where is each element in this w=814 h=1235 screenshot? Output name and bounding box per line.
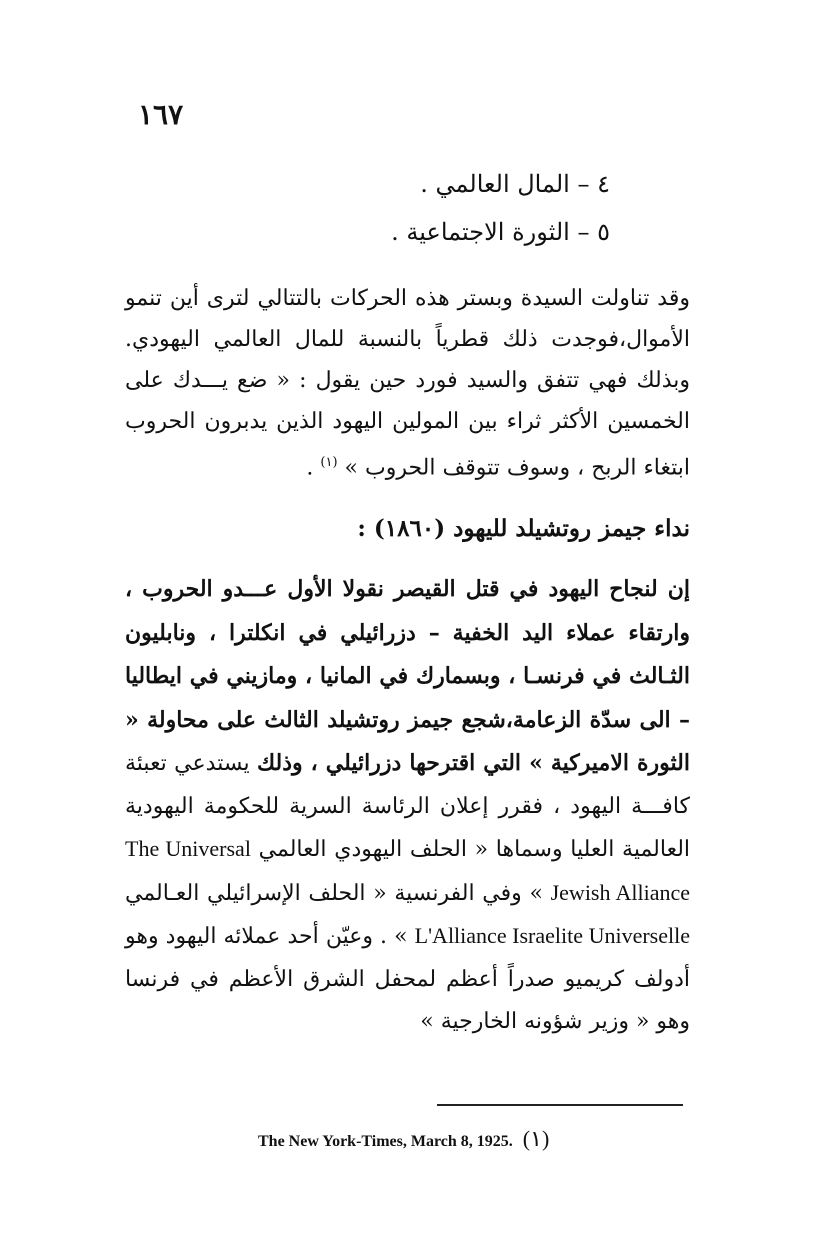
quote-regular-part-3: » . وعيّن أحد عملائه اليهود وهو أدولف كريميو صدراً أعظم لمحفل الشرق الأعظم في فرنسا وهو « وزير شؤونه الخارجية »	[125, 924, 690, 1035]
quote-latin-name-french: L'Alliance Israelite Universelle	[414, 923, 691, 949]
list-item-4: ٤ – المال العالمي .	[420, 170, 610, 198]
rothschild-quote	[125, 568, 690, 1044]
footnote-reference: (١)	[320, 455, 338, 470]
footnote-divider	[437, 1104, 683, 1106]
quote-regular-part-2: » وفي الفرنسية « الحلف الإسرائيلي العـالمي	[125, 880, 551, 906]
footnote	[258, 1126, 678, 1152]
page-number: ١٦٧	[138, 98, 184, 131]
quote-bold-part: إن لنجاح اليهود في قتل القيصر نقولا الأول عـــدو الحروب ، وارتقاء عملاء اليد الخفية – دزرائيلي في انكلترا ، ونابليون الثـالث في فرنسـا ، وبسمارك في المانيا ، ومازيني في ايطاليا – الى سدّة الزعامة،شجع جيمز روتشيلد الثالث على محاولة « الثورة الاميركية » التي اقترحها دزرائيلي ، وذلك	[125, 576, 690, 777]
quote-regular-part-1: يستدعي تعبئة كافـــة اليهود ، فقرر إعلان الرئاسة السرية للحكومة اليهودية العالمية العليا وسماها « الحلف اليهودي العالمي	[125, 751, 691, 863]
page-body	[125, 160, 690, 1044]
intro-paragraph	[125, 278, 690, 488]
footnote-text: The New York-Times, March 8, 1925.	[258, 1133, 513, 1150]
quote-latin-name-english: The Universal Jewish Alliance	[125, 836, 690, 905]
footnote-number: (١)	[522, 1126, 550, 1151]
intro-paragraph-text: وقد تناولت السيدة وبستر هذه الحركات بالتتالي لترى أين تنمو الأموال،فوجدت ذلك قطرياً بالنسبة للمال العالمي اليهودي. وبذلك فهي تتفق والسيد فورد حين يقول : « ضع يـــدك على الخمسين الأكثر ثراء بين المولين اليهود الذين يدبرون الحروب ابتغاء الربح ، وسوف تتوقف الحروب »	[125, 286, 690, 481]
section-heading: نداء جيمز روتشيلد لليهود (١٨٦٠) :	[357, 515, 690, 543]
intro-paragraph-ending: .	[306, 455, 321, 481]
list-item-5: ٥ – الثورة الاجتماعية .	[391, 218, 610, 246]
